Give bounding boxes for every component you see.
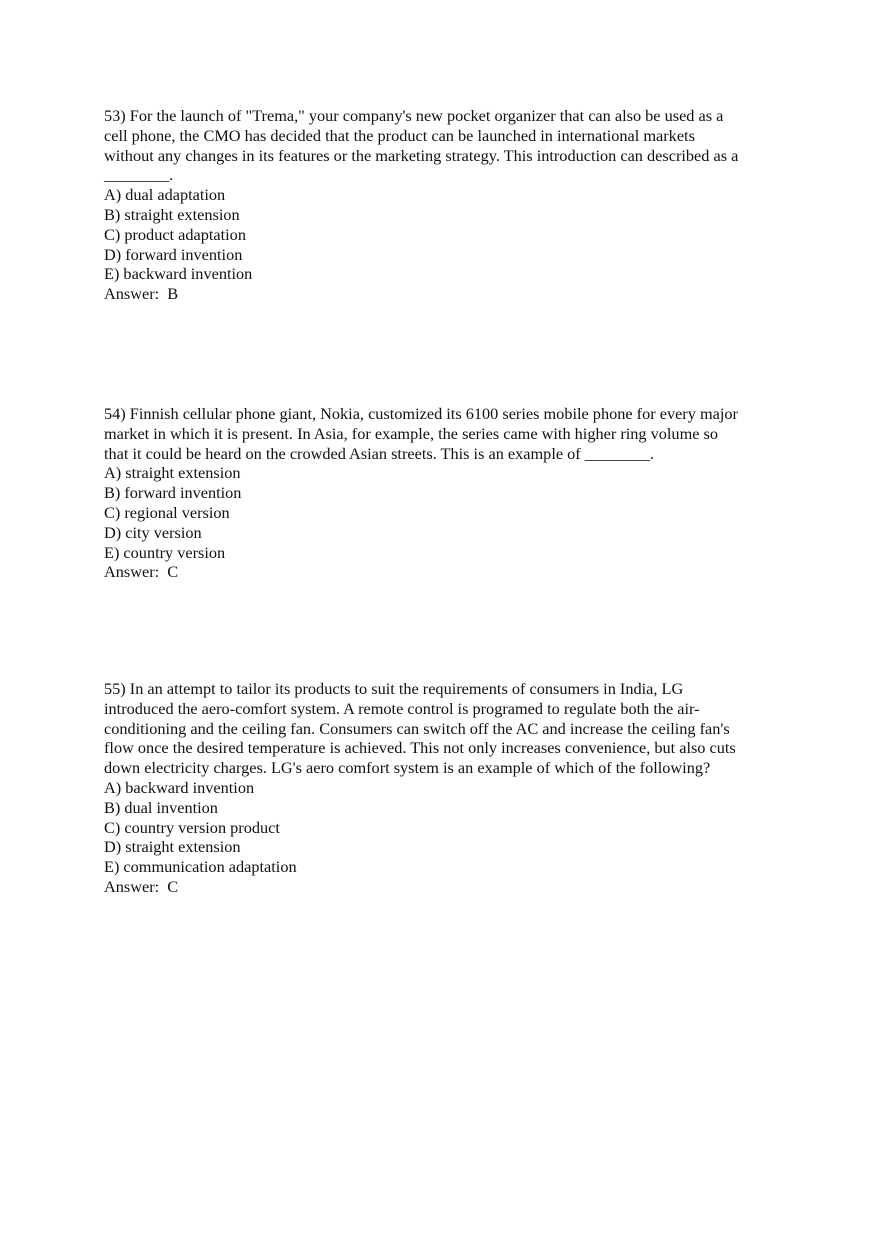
question-53 xyxy=(104,106,784,304)
question-54 xyxy=(104,404,784,582)
question-stem: 55) In an attempt to tailor its products to suit the requirements of consumers in India, LG introduced the aero-comfort system. A remote control is programed to regulate both the air- conditioning and the ceiling fan. Consumers can switch off the AC and increase the ceiling fan's flow once the desired temperature is achieved. This not only increases convenience, but also cuts down electricity charges. LG's aero comfort system is an example of which of the following? xyxy=(104,679,736,778)
option-b: B) forward invention xyxy=(104,483,242,503)
question-55 xyxy=(104,679,784,897)
option-a: A) dual adaptation xyxy=(104,185,226,205)
option-d: D) forward invention xyxy=(104,244,243,264)
answer-options xyxy=(104,185,784,284)
option-c: C) product adaptation xyxy=(104,224,246,244)
option-e: E) communication adaptation xyxy=(104,857,297,877)
answer-key: Answer: B xyxy=(104,284,179,304)
option-b: B) straight extension xyxy=(104,204,240,224)
answer-options xyxy=(104,778,784,877)
option-d: D) straight extension xyxy=(104,837,241,857)
answer-options xyxy=(104,463,784,562)
option-b: B) dual invention xyxy=(104,797,218,817)
option-a: A) straight extension xyxy=(104,463,241,483)
option-d: D) city version xyxy=(104,522,202,542)
option-e: E) backward invention xyxy=(104,264,253,284)
answer-key: Answer: C xyxy=(104,876,179,896)
option-c: C) regional version xyxy=(104,502,230,522)
question-stem: 53) For the launch of "Trema," your company's new pocket organizer that can also be used as a cell phone, the CMO has decided that the product can be launched in international markets without any changes in its features or the marketing strategy. This introduction can described as a ________. xyxy=(104,106,739,185)
question-stem: 54) Finnish cellular phone giant, Nokia, customized its 6100 series mobile phone for every major market in which it is present. In Asia, for example, the series came with higher ring volume so that it could be heard on the crowded Asian streets. This is an example of ________. xyxy=(104,404,738,463)
option-a: A) backward invention xyxy=(104,777,255,797)
option-e: E) country version xyxy=(104,542,226,562)
option-c: C) country version product xyxy=(104,817,280,837)
answer-key: Answer: C xyxy=(104,562,179,582)
